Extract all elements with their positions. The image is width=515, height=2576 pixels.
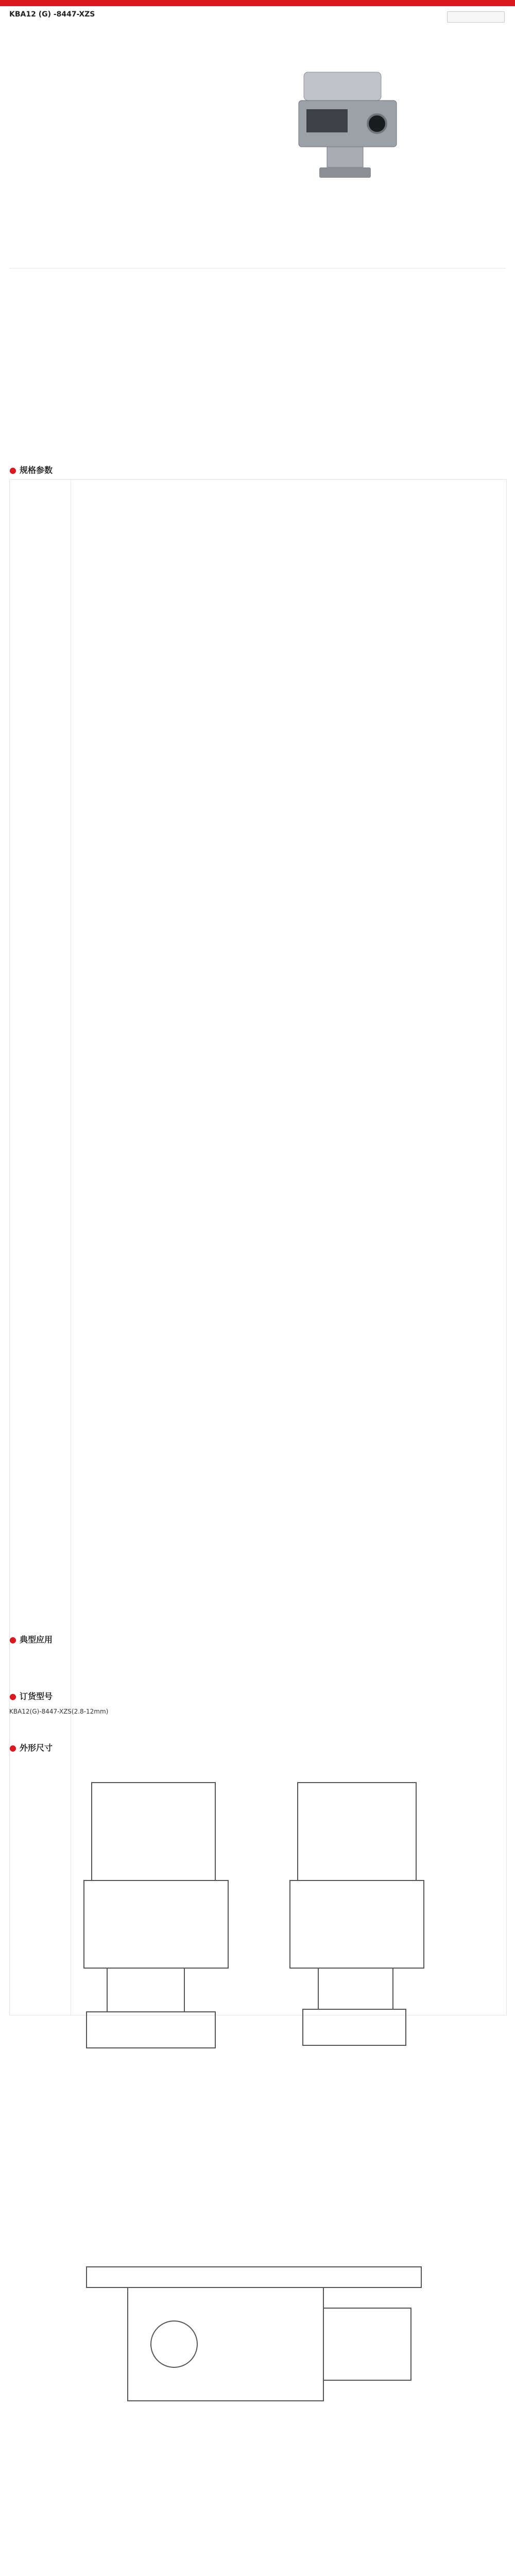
brand-logo <box>447 11 505 23</box>
product-model: KBA12 (G) -8447-XZS <box>9 10 95 19</box>
dimension-drawings <box>9 1762 506 2576</box>
specs-heading: ● 规格参数 <box>9 465 53 475</box>
dimensions-heading: ● 外形尺寸 <box>9 1743 53 1753</box>
order-model: KBA12(G)-8447-XZS(2.8-12mm) <box>9 1708 109 1715</box>
feature-list-area <box>9 268 506 454</box>
application-heading: ● 典型应用 <box>9 1635 53 1645</box>
application-text-area <box>9 1654 506 1672</box>
order-heading: ● 订货型号 <box>9 1691 53 1701</box>
top-accent-bar <box>0 0 515 6</box>
product-hero-image <box>268 62 443 191</box>
